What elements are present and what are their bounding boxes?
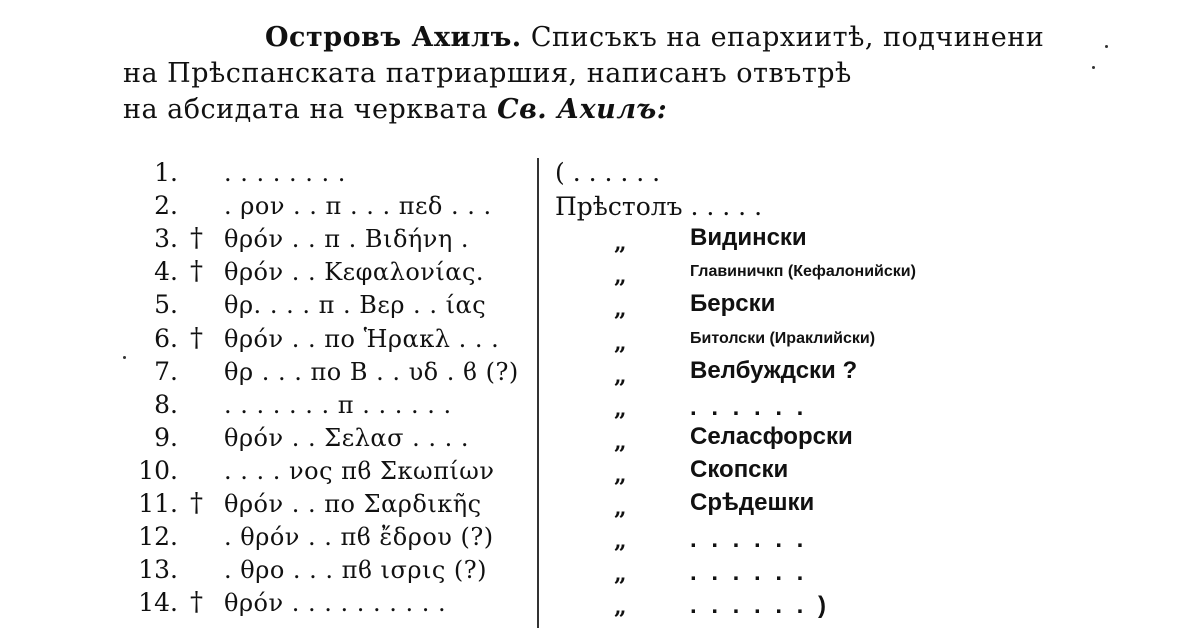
ditto-mark: „ [614, 594, 627, 620]
row-number: 5. [154, 290, 178, 319]
row-number: 3. [154, 224, 178, 253]
scan-speck [123, 356, 126, 359]
bulgarian-name: Видински [690, 224, 807, 251]
greek-inscription: θρ. . . . π . Βερ . . ίας [224, 291, 487, 319]
row-number: 1. [154, 158, 178, 187]
greek-inscription: . . . . . . . π . . . . . . [224, 391, 452, 419]
row-number: 6. [154, 324, 178, 353]
ditto-mark: „ [614, 263, 627, 289]
scan-speck [1105, 45, 1108, 48]
greek-inscription: . θρόν . . πϐ ἔδρου (?) [224, 523, 494, 551]
bulgarian-name: Срѣдешки [690, 489, 815, 516]
cross-mark: † [190, 488, 203, 518]
bulgarian-name: Берски [690, 290, 776, 317]
greek-inscription: θρόν . . Σελασ . . . . [224, 424, 469, 452]
heading-line-2: на Прѣспанската патриаршия, написанъ отвътрѣ [123, 58, 852, 89]
greek-inscription: . . . . νος πϐ Σκωπίων [224, 457, 495, 485]
bulgarian-name: Скопски [690, 456, 789, 483]
right-header-prestol: Прѣстолъ . . . . . [555, 192, 763, 221]
right-header-paren: ( . . . . . . [555, 158, 661, 187]
column-divider [537, 158, 539, 628]
heading-church-name: Св. Ахилъ: [497, 94, 668, 125]
greek-inscription: . ρον . . π . . . πεδ . . . [224, 192, 492, 220]
row-number: 7. [154, 357, 178, 386]
row-number: 2. [154, 191, 178, 220]
row-number: 4. [154, 257, 178, 286]
cross-mark: † [190, 587, 203, 617]
scan-speck [1092, 66, 1095, 69]
bulgarian-name: Битолски (Ираклийски) [690, 330, 876, 347]
cross-mark: † [190, 223, 203, 253]
row-number: 12. [138, 522, 178, 551]
ditto-mark: „ [614, 230, 627, 256]
bulgarian-name: . . . . . . [690, 559, 808, 586]
greek-inscription: θρόν . . πο Ἡρακλ . . . [224, 325, 500, 353]
bulgarian-name: Главиничкп (Кефалонийски) [690, 263, 916, 280]
ditto-mark: „ [614, 561, 627, 587]
bulgarian-name: Велбуждски ? [690, 357, 858, 384]
ditto-mark: „ [614, 495, 627, 521]
row-number: 11. [138, 489, 178, 518]
greek-inscription: θρόν . . . . . . . . . . [224, 589, 447, 617]
ditto-mark: „ [614, 396, 627, 422]
bulgarian-name: . . . . . . [690, 394, 808, 421]
ditto-mark: „ [614, 528, 627, 554]
row-number: 13. [138, 555, 178, 584]
row-number: 9. [154, 423, 178, 452]
greek-inscription: θρόν . . π . Βιδήνη . [224, 225, 470, 253]
heading-line-3 [123, 94, 667, 125]
greek-inscription: θρ . . . πο Β . . υδ . ϐ (?) [224, 358, 519, 386]
greek-inscription: . . . . . . . . [224, 159, 346, 187]
heading-line-1-text: Списъкъ на епархиитѣ, подчинени [530, 22, 1045, 53]
cross-mark: † [190, 256, 203, 286]
greek-inscription: θρόν . . Κεφαλονίας. [224, 258, 485, 286]
row-number: 10. [138, 456, 178, 485]
heading-title: Островъ Ахилъ. [265, 22, 522, 53]
ditto-mark: „ [614, 363, 627, 389]
greek-inscription: . θρο . . . πϐ ισρις (?) [224, 556, 488, 584]
cross-mark: † [190, 323, 203, 353]
heading-line-1 [265, 22, 1044, 53]
row-number: 14. [138, 588, 178, 617]
row-number: 8. [154, 390, 178, 419]
ditto-mark: „ [614, 429, 627, 455]
heading-line-3-text: на абсидата на черквата [123, 94, 488, 125]
bulgarian-name: . . . . . . [690, 526, 808, 553]
ditto-mark: „ [614, 462, 627, 488]
ditto-mark: „ [614, 296, 627, 322]
greek-inscription: θρόν . . πο Σαρδικῆς [224, 490, 482, 518]
bulgarian-name: . . . . . . ) [690, 592, 831, 619]
ditto-mark: „ [614, 330, 627, 356]
bulgarian-name: Селасфорски [690, 423, 853, 450]
